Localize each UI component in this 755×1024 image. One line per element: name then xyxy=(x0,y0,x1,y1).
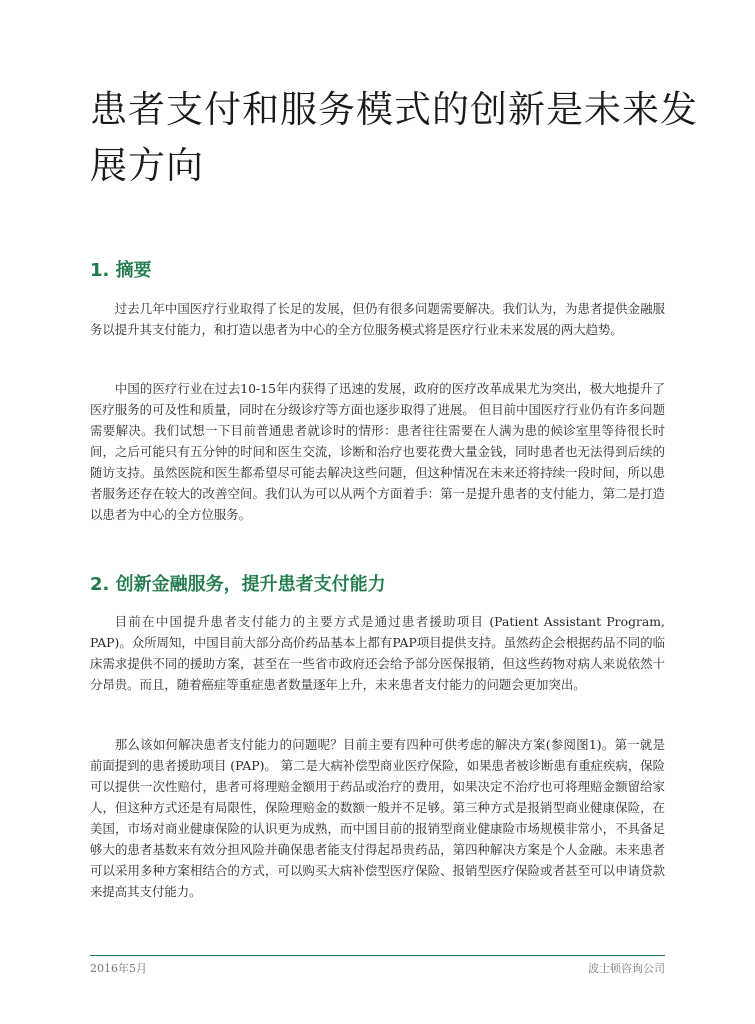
footer-divider xyxy=(90,955,665,956)
section-heading-summary: 1. 摘要 xyxy=(90,260,152,281)
footer-date: 2016年5月 xyxy=(90,962,147,975)
footer-company: 波士顿咨询公司 xyxy=(588,962,665,975)
financial-paragraph-2: 那么该如何解决患者支付能力的问题呢？目前主要有四种可供考虑的解决方案(参阅图1)。第一就是前面提到的患者援助项目 (PAP)。 第二是大病补偿型商业医疗保险，如果患者被诊断患有重症疾病，保险可以提供一次性赔付，患者可将理赔金额用于药品或治疗的费用，如果决定不治疗也可将理赔金额留给家人，但这种方式还是有局限性，保险理赔金的数额一般并不足够。第三种方式是报销型商业健康保险，在美国，市场对商业健康保险的认识更为成熟，而中国目前的报销型商业健康险市场规模非常小，不具备足够大的患者基数来有效分担风险并确保患者能支付得起昂贵药品，第四种解决方案是个人金融。未来患者可以采用多种方案相结合的方式，可以购买大病补偿型医疗保险、报销型医疗保险或者甚至可以申请贷款来提高其支付能力。 xyxy=(90,737,665,899)
section-heading-financial-services: 2. 创新金融服务，提升患者支付能力 xyxy=(90,574,386,595)
financial-paragraph-1: 目前在中国提升患者支付能力的主要方式是通过患者援助项目 (Patient Assistant Program, PAP)。众所周知，中国目前大部分高价药品基本上都有PAP项目提供支持。虽然药企会根据药品不同的临床需求提供不同的援助方案，甚至在一些省市政府还会给予部分医保报销，但这些药物对病人来说依然十分昂贵。而且，随着癌症等重症患者数量逐年上升，未来患者支付能力的问题会更加突出。 xyxy=(90,614,665,692)
page-title: 患者支付和服务模式的创新是未来发展方向 xyxy=(90,88,698,187)
summary-paragraph-1: 过去几年中国医疗行业取得了长足的发展，但仍有很多问题需要解决。我们认为，为患者提供金融服务以提升其支付能力，和打造以患者为中心的全方位服务模式将是医疗行业未来发展的两大趋势。 xyxy=(90,301,665,337)
summary-paragraph-2: 中国的医疗行业在过去10-15年内获得了迅速的发展，政府的医疗改革成果尤为突出，极大地提升了医疗服务的可及性和质量，同时在分级诊疗等方面也逐步取得了进展。 但目前中国医疗行业仍有许多问题需要解决。我们试想一下目前普通患者就诊时的情形：患者往往需要在人满为患的候诊室里等待很长时间，之后可能只有五分钟的时间和医生交流，诊断和治疗也要花费大量金钱，同时患者也无法得到后续的随访支持。虽然医院和医生都希望尽可能去解决这些问题，但这种情况在未来还将持续一段时间，所以患者服务还存在较大的改善空间。我们认为可以从两个方面着手：第一是提升患者的支付能力，第二是打造以患者为中心的全方位服务。 xyxy=(90,381,665,522)
